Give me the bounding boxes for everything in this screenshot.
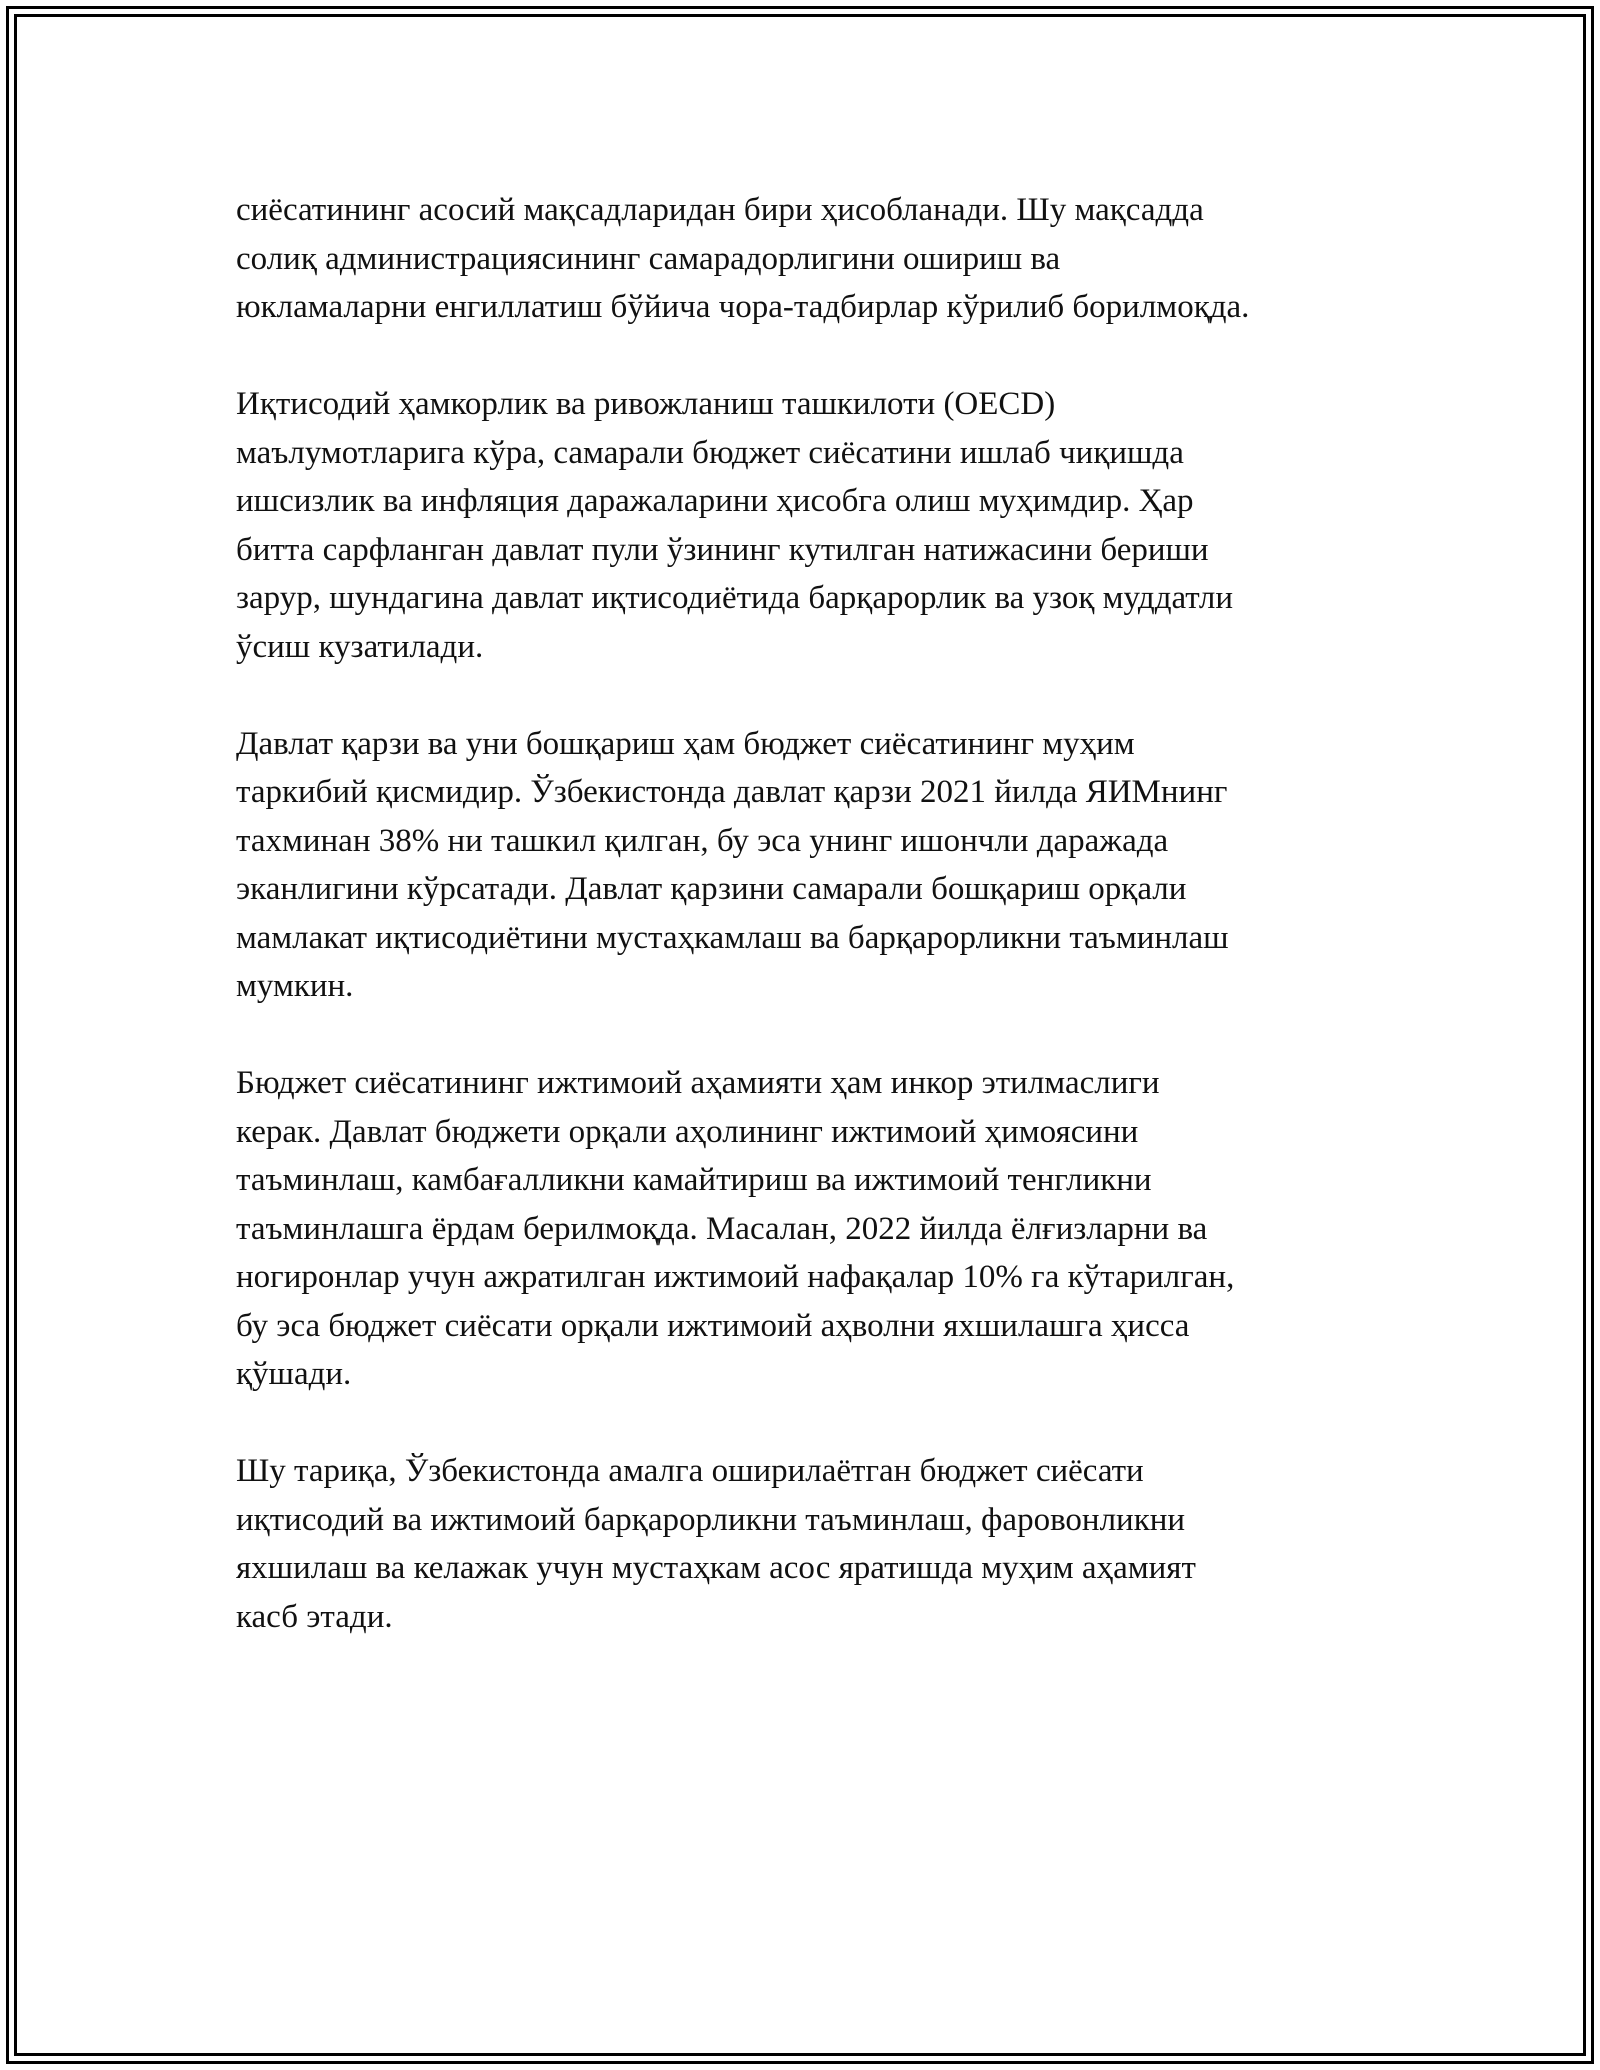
text-line: маълумотларига кўра, самарали бюджет сиёсатини ишлаб чиқишда [236,434,1184,471]
text-line: битта сарфланган давлат пули ўзининг кутилган натижасини бериши [236,531,1209,568]
text-line: солиқ администрациясининг самарадорлигини ошириш ва [236,240,1061,277]
text-line: бу эса бюджет сиёсати орқали ижтимоий аҳволни яхшилашга ҳисса [236,1307,1190,1344]
text-line: қўшади. [236,1356,352,1392]
text-line: Шу тариқа, Ўзбекистонда амалга оширилаётган бюджет сиёсати [236,1453,1144,1489]
text-line: Давлат қарзи ва уни бошқариш ҳам бюджет сиёсатининг муҳим [236,725,1135,762]
text-line: Иқтисодий ҳамкорлик ва ривожланиш ташкилоти (OECD) [236,386,1056,422]
text-line: ишсизлик ва инфляция даражаларини ҳисобга олиш муҳимдир. Ҳар [236,483,1194,519]
document-body [236,186,1376,1690]
text-line: таркибий қисмидир. Ўзбекистонда давлат қарзи 2021 йилда ЯИМнинг [236,774,1228,810]
text-line: Бюджет сиёсатининг ижтимоий аҳамияти ҳам инкор этилмаслиги [236,1065,1160,1101]
paragraph-4 [236,1059,1376,1399]
text-line: яхшилаш ва келажак учун мустаҳкам асос яратишда муҳим аҳамият [236,1550,1196,1586]
text-line: ўсиш кузатилади. [236,628,484,665]
text-line: таъминлаш, камбағалликни камайтириш ва ижтимоий тенгликни [236,1162,1152,1198]
text-line: керак. Давлат бюджети орқали аҳолининг ижтимоий ҳимоясини [236,1113,1139,1150]
paragraph-5 [236,1447,1376,1641]
paragraph-2 [236,380,1376,671]
text-line: зарур, шундагина давлат иқтисодиётида барқарорлик ва узоқ муддатли [236,580,1234,616]
text-line: иқтисодий ва ижтимоий барқарорликни таъминлаш, фаровонликни [236,1501,1186,1538]
text-line: эканлигини кўрсатади. Давлат қарзини самарали бошқариш орқали [236,871,1187,907]
text-line: юкламаларни енгиллатиш бўйича чора-тадбирлар кўрилиб борилмоқда. [236,289,1250,325]
text-line: ногиронлар учун ажратилган ижтимоий нафақалар 10% га кўтарилган, [236,1259,1235,1295]
text-line: мамлакат иқтисодиётини мустаҳкамлаш ва барқарорликни таъминлаш [236,919,1229,956]
paragraph-1 [236,186,1376,332]
text-line: тахминан 38% ни ташкил қилган, бу эса унинг ишончли даражада [236,822,1169,859]
text-line: сиёсатининг асосий мақсадларидан бири ҳисобланади. Шу мақсадда [236,192,1204,228]
paragraph-3 [236,720,1376,1011]
text-line: таъминлашга ёрдам берилмоқда. Масалан, 2022 йилда ёлғизларни ва [236,1210,1208,1247]
text-line: касб этади. [236,1598,393,1635]
text-line: мумкин. [236,968,354,1004]
